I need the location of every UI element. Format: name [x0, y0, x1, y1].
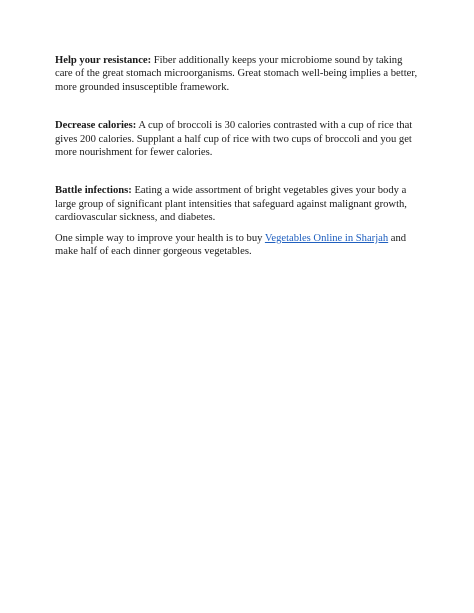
text-resistance: Fiber additionally keeps your microbiome sound by taking care of the great stomach microorganisms. Great stomach well-being implies a better, more grounded insusceptible framework. — [55, 55, 418, 93]
text-calories: A cup of broccoli is 30 calories contrasted with a cup of rice that gives 200 calories. Supplant a half cup of rice with two cups of broccoli and you get more nourishment for fewer calories. — [55, 120, 413, 159]
paragraph-resistance — [55, 54, 421, 94]
heading-resistance: Help your resistance: — [55, 55, 152, 66]
heading-infections: Battle infections: — [55, 185, 132, 197]
text-closing-after: and make half of each dinner gorgeous vegetables. — [55, 232, 407, 258]
vegetables-online-link[interactable]: Vegetables Online in Sharjah — [264, 232, 389, 244]
text-closing-before: One simple way to improve your health is to buy — [55, 232, 265, 244]
paragraph-calories — [55, 119, 421, 159]
text-infections: Eating a wide assortment of bright vegetables gives your body a large group of significant plant intensities that safeguard against malignant growth, cardiovascular sickness, and diabetes. — [55, 185, 407, 224]
document-body — [55, 54, 421, 258]
paragraph-infections — [55, 184, 421, 224]
paragraph-closing — [55, 232, 421, 259]
heading-calories: Decrease calories: — [55, 120, 137, 132]
